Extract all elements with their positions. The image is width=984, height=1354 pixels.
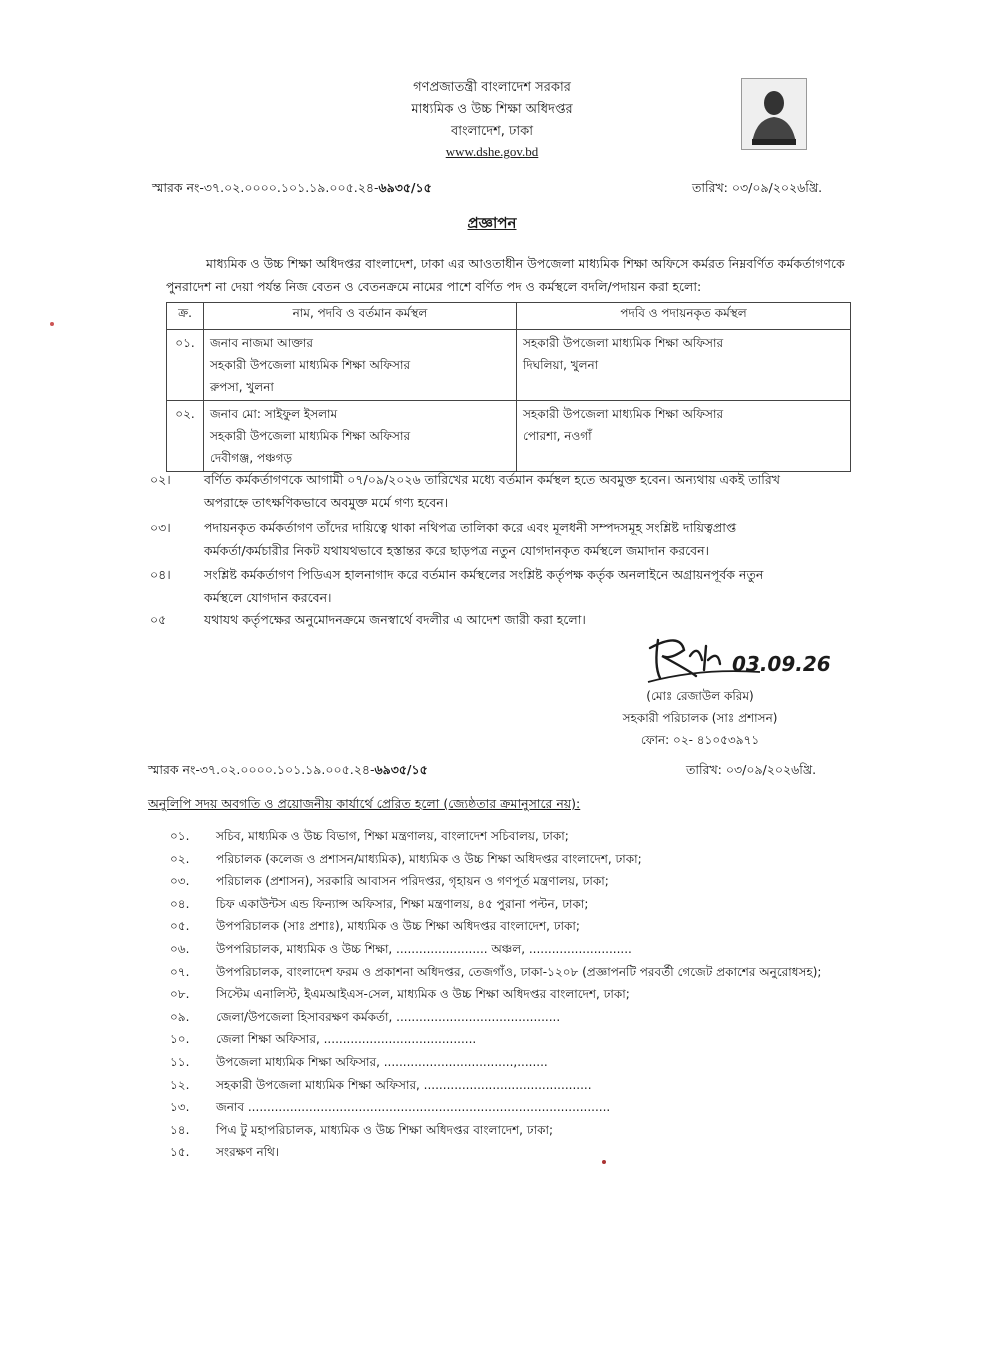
copy-item-text: উপজেলা মাধ্যমিক শিক্ষা অফিসার, ..................................,........ bbox=[216, 1055, 548, 1069]
officer-designation: সহকারী উপজেলা মাধ্যমিক শিক্ষা অফিসার bbox=[210, 358, 411, 372]
copy-item-number: ০১. bbox=[170, 829, 190, 843]
signatory-designation: সহকারী পরিচালক (সাঃ প্রশাসন) bbox=[622, 711, 778, 725]
officer-designation: সহকারী উপজেলা মাধ্যমিক শিক্ষা অফিসার bbox=[210, 429, 411, 443]
copy-item-number: ১১. bbox=[170, 1055, 190, 1069]
memo-reference-prefix: স্মারক নং-৩৭.০২.০০০০.১০১.১৯.০০৫.২৪- bbox=[148, 762, 375, 777]
copy-item-text: পরিচালক (কলেজ ও প্রশাসন/মাধ্যমিক), মাধ্যমিক ও উচ্চ শিক্ষা অধিদপ্তর বাংলাদেশ, ঢাকা; bbox=[216, 852, 642, 866]
copy-item-text: জেলা/উপজেলা হিসাবরক্ষণ কর্মকর্তা, ........................................... bbox=[216, 1010, 561, 1024]
header-location: বাংলাদেশ, ঢাকা bbox=[450, 124, 534, 139]
copy-item-text: পিএ টু মহাপরিচালক, মাধ্যমিক ও উচ্চ শিক্ষা অধিদপ্তর বাংলাদেশ, ঢাকা; bbox=[216, 1123, 553, 1137]
table-row bbox=[167, 330, 851, 401]
row-current-posting bbox=[204, 401, 517, 472]
new-station: দিঘলিয়া, খুলনা bbox=[523, 358, 599, 372]
copy-item-number: ১৪. bbox=[170, 1123, 190, 1137]
copy-item-number: ০২. bbox=[170, 852, 190, 866]
officer-current-station: দেবীগঞ্জ, পঞ্চগড় bbox=[210, 451, 293, 465]
table-row bbox=[167, 401, 851, 472]
copy-item-number: ০৮. bbox=[170, 987, 190, 1001]
copy-item-text: জেলা শিক্ষা অফিসার, ........................................ bbox=[216, 1032, 477, 1046]
copy-item-text: পরিচালক (প্রশাসন), সরকারি আবাসন পরিদপ্তর, গৃহায়ন ও গণপূর্ত মন্ত্রণালয়, ঢাকা; bbox=[216, 874, 609, 888]
copy-item-number: ১৩. bbox=[170, 1100, 190, 1114]
portrait-image bbox=[741, 78, 807, 150]
officer-current-station: রুপসা, খুলনা bbox=[210, 380, 274, 394]
row-serial: ০১. bbox=[167, 330, 204, 401]
speck bbox=[50, 322, 54, 326]
copy-item-text: উপপরিচালক, বাংলাদেশ ফরম ও প্রকাশনা অধিদপ্তর, তেজগাঁও, ঢাকা-১২০৮ (প্রজ্ঞাপনটি পরবর্তী গেজেট প্রকাশের অনুরোধসহ); bbox=[216, 965, 822, 979]
clause-text: পদায়নকৃত কর্মকর্তাগণ তাঁদের দায়িত্বে থাকা নথিপত্র তালিকা করে এবং মূলধনী সম্পদসমূহ সংশ্লিষ্ট দায়িত্বপ্রাপ্ত bbox=[204, 520, 737, 535]
portrait-icon bbox=[742, 79, 806, 149]
clause-number: ০৫ bbox=[150, 612, 167, 627]
signature-date: 03.09.26 bbox=[732, 652, 831, 676]
speck bbox=[602, 1160, 606, 1164]
officer-name: জনাব মো: সাইফুল ইসলাম bbox=[210, 407, 338, 421]
memo-reference bbox=[152, 180, 432, 200]
memo-reference-number: ৬৯৩৫/১৫ bbox=[374, 762, 428, 777]
header-website-link[interactable]: www.dshe.gov.bd bbox=[445, 144, 539, 159]
row-current-posting bbox=[204, 330, 517, 401]
clause-text: কর্মস্থলে যোগদান করবেন। bbox=[204, 590, 332, 605]
copy-item-number: ১০. bbox=[170, 1032, 190, 1046]
header-directorate: মাধ্যমিক ও উচ্চ শিক্ষা অধিদপ্তর bbox=[411, 102, 573, 117]
signatory-name: (মোঃ রেজাউল করিম) bbox=[646, 689, 754, 703]
memo-reference-copy bbox=[148, 762, 428, 782]
copy-item-text: জনাব ............................................................................................... bbox=[216, 1100, 611, 1114]
copy-item-text: সংরক্ষণ নথি। bbox=[216, 1145, 280, 1159]
copy-item-number: ০৬. bbox=[170, 942, 190, 956]
copy-item-number: ০৩. bbox=[170, 874, 190, 888]
new-designation: সহকারী উপজেলা মাধ্যমিক শিক্ষা অফিসার bbox=[523, 407, 724, 421]
new-designation: সহকারী উপজেলা মাধ্যমিক শিক্ষা অফিসার bbox=[523, 336, 724, 350]
copy-item-text: চিফ একাউন্টস এন্ড ফিন্যান্স অফিসার, শিক্ষা মন্ত্রণালয়, ৪৫ পুরানা পল্টন, ঢাকা; bbox=[216, 897, 589, 911]
row-serial: ০২. bbox=[167, 401, 204, 472]
copy-item-text: উপপরিচালক, মাধ্যমিক ও উচ্চ শিক্ষা, ........................ অঞ্চল, ........................... bbox=[216, 942, 632, 956]
handwritten-signature bbox=[640, 626, 830, 688]
transfer-table bbox=[166, 302, 851, 472]
memo-reference-prefix: স্মারক নং-৩৭.০২.০০০০.১০১.১৯.০০৫.২৪- bbox=[152, 180, 379, 195]
copy-item-number: ১৫. bbox=[170, 1145, 190, 1159]
copy-item-number: ০৫. bbox=[170, 919, 190, 933]
clause-number: ০২। bbox=[150, 472, 171, 487]
intro-paragraph: মাধ্যমিক ও উচ্চ শিক্ষা অধিদপ্তর বাংলাদেশ, ঢাকা এর আওতাধীন উপজেলা মাধ্যমিক শিক্ষা অফিসে কর্মরত নিম্নবর্ণিত কর্মকর্তাগণকে পুনরাদেশ না দেয়া পর্যন্ত নিজ বেতন ও বেতনক্রমে নামের পাশে বর্ণিত পদ ও কর্মস্থলে বদলি/পদায়ন করা হলো: bbox=[166, 256, 845, 294]
clause-number: ০৪। bbox=[150, 567, 171, 582]
copy-item-text: সহকারী উপজেলা মাধ্যমিক শিক্ষা অফিসার, ............................................ bbox=[216, 1078, 592, 1092]
header-government: গণপ্রজাতন্ত্রী বাংলাদেশ সরকার bbox=[413, 80, 571, 95]
copy-item-text: উপপরিচালক (সাঃ প্রশাঃ), মাধ্যমিক ও উচ্চ শিক্ষা অধিদপ্তর বাংলাদেশ, ঢাকা; bbox=[216, 919, 580, 933]
copy-item-number: ১২. bbox=[170, 1078, 190, 1092]
clause-text: বর্ণিত কর্মকর্তাগণকে আগামী ০৭/০৯/২০২৬ তারিখের মধ্যে বর্তমান কর্মস্থল হতে অবমুক্ত হবেন। অন্যথায় একই তারিখ bbox=[204, 472, 780, 487]
clause-text: অপরাহ্নে তাৎক্ষণিকভাবে অবমুক্ত মর্মে গণ্য হবেন। bbox=[204, 495, 449, 510]
copy-item-number: ০৪. bbox=[170, 897, 190, 911]
document-title: প্রজ্ঞাপন bbox=[467, 214, 517, 232]
copy-item-number: ০৭. bbox=[170, 965, 190, 979]
memo-date: তারিখ: ০৩/০৯/২০২৬খ্রি. bbox=[692, 180, 823, 195]
clause-text: সংশ্লিষ্ট কর্মকর্তাগণ পিডিএস হালনাগাদ করে বর্তমান কর্মস্থলের সংশ্লিষ্ট কর্তৃপক্ষ কর্তৃক অনলাইনে অগ্রায়নপূর্বক নতুন bbox=[204, 567, 764, 582]
clause-text: কর্মকর্তা/কর্মচারীর নিকট যথাযথভাবে হস্তান্তর করে ছাড়পত্র নতুন যোগদানকৃত কর্মস্থলে জমাদান করবেন। bbox=[204, 543, 709, 558]
copy-item-number: ০৯. bbox=[170, 1010, 190, 1024]
table-header-serial: ক্র. bbox=[167, 303, 204, 330]
table-header-current: নাম, পদবি ও বর্তমান কর্মস্থল bbox=[204, 303, 517, 330]
memo-reference-number: ৬৯৩৫/১৫ bbox=[378, 180, 432, 195]
copy-item-text: সচিব, মাধ্যমিক ও উচ্চ বিভাগ, শিক্ষা মন্ত্রণালয়, বাংলাদেশ সচিবালয়, ঢাকা; bbox=[216, 829, 569, 843]
memo-date-copy: তারিখ: ০৩/০৯/২০২৬খ্রি. bbox=[686, 762, 817, 777]
new-station: পোরশা, নওগাঁ bbox=[523, 429, 592, 443]
table-header-posted: পদবি ও পদায়নকৃত কর্মস্থল bbox=[517, 303, 851, 330]
table-header-row bbox=[167, 303, 851, 330]
row-new-posting bbox=[517, 330, 851, 401]
copy-item-text: সিস্টেম এনালিস্ট, ইএমআইএস-সেল, মাধ্যমিক ও উচ্চ শিক্ষা অধিদপ্তর বাংলাদেশ, ঢাকা; bbox=[216, 987, 630, 1001]
clause-number: ০৩। bbox=[150, 520, 171, 535]
clause-text: যথাযথ কর্তৃপক্ষের অনুমোদনক্রমে জনস্বার্থে বদলীর এ আদেশ জারী করা হলো। bbox=[204, 612, 586, 627]
copy-heading: অনুলিপি সদয় অবগতি ও প্রয়োজনীয় কার্যার্থে প্রেরিত হলো (জ্যেষ্ঠতার ক্রমানুসারে নয়): bbox=[148, 796, 581, 811]
signatory-phone: ফোন: ০২- ৪১০৫৩৯৭১ bbox=[640, 733, 760, 747]
officer-name: জনাব নাজমা আক্তার bbox=[210, 336, 313, 350]
row-new-posting bbox=[517, 401, 851, 472]
